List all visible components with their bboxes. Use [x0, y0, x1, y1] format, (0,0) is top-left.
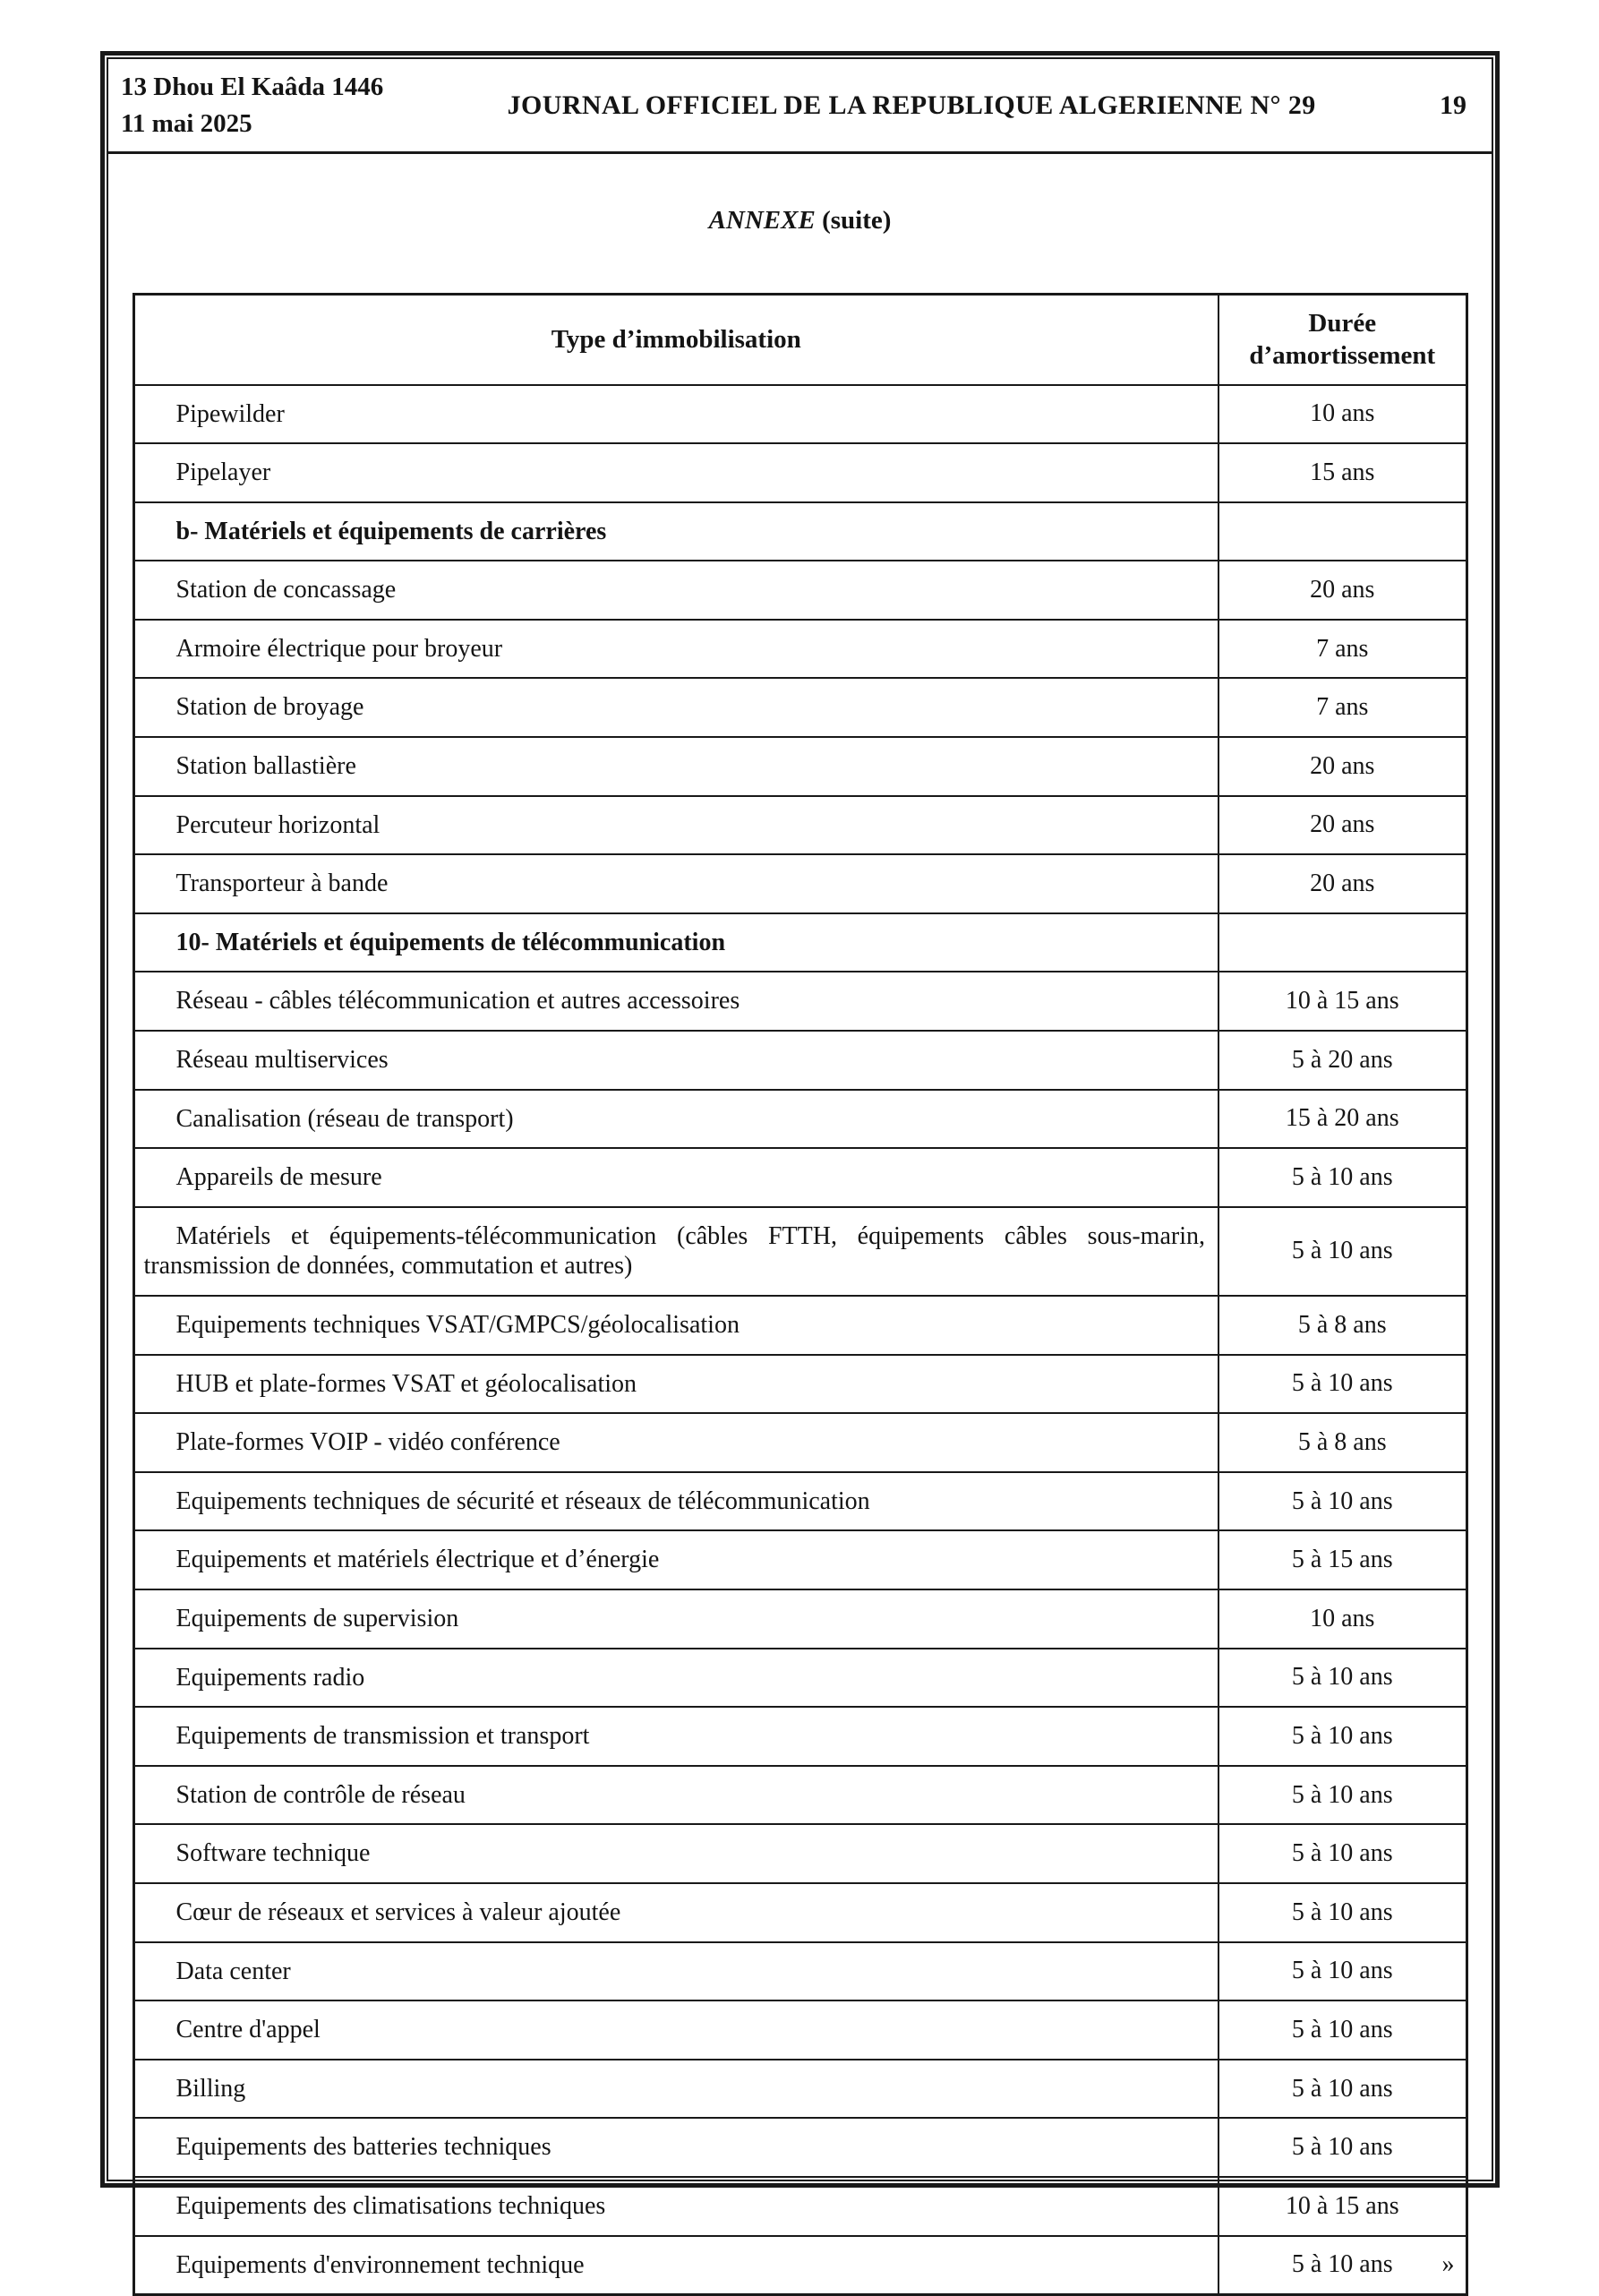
table-header-row [133, 295, 1466, 385]
row-label: HUB et plate-formes VSAT et géolocalisation [133, 1355, 1218, 1414]
duration-value: 5 à 10 ans [1291, 2250, 1393, 2279]
duration-value: 10 ans [1310, 1604, 1375, 1632]
column-header-duration: Durée d’amortissement [1218, 295, 1466, 385]
row-duration [1218, 1824, 1466, 1883]
row-label: Equipements radio [133, 1649, 1218, 1708]
table-row [133, 1207, 1466, 1296]
duration-value: 5 à 10 ans [1291, 2015, 1393, 2043]
row-duration [1218, 678, 1466, 737]
table-row [133, 620, 1466, 679]
duration-value: 5 à 10 ans [1291, 1721, 1393, 1750]
table-row [133, 1090, 1466, 1149]
row-label: Data center [133, 1942, 1218, 2001]
table-row [133, 1649, 1466, 1708]
duration-value: 5 à 10 ans [1291, 1663, 1393, 1692]
table-row [133, 2236, 1466, 2295]
duration-value: 5 à 8 ans [1297, 1310, 1387, 1339]
table-row [133, 1707, 1466, 1766]
annexe-suite-suffix: (suite) [815, 206, 892, 235]
row-label: Software technique [133, 1824, 1218, 1883]
row-duration [1218, 1942, 1466, 2001]
table-row [133, 737, 1466, 796]
table-row [133, 443, 1466, 502]
row-label: Armoire électrique pour broyeur [133, 620, 1218, 679]
row-duration [1218, 561, 1466, 620]
row-duration [1218, 2236, 1466, 2295]
journal-header [108, 59, 1492, 154]
row-duration [1218, 502, 1466, 561]
duration-value: 20 ans [1310, 576, 1375, 604]
row-duration [1218, 1766, 1466, 1825]
table-row [133, 1589, 1466, 1649]
row-label: Equipements et matériels électrique et d’énergie [133, 1530, 1218, 1589]
closing-guillemet: » [1441, 2250, 1455, 2279]
table-row [133, 502, 1466, 561]
row-duration [1218, 1031, 1466, 1090]
table-row [133, 678, 1466, 737]
table-row [133, 1413, 1466, 1472]
row-duration [1218, 796, 1466, 855]
row-label: Equipements de supervision [133, 1589, 1218, 1649]
page-frame [100, 51, 1500, 2279]
row-duration [1218, 620, 1466, 679]
row-duration [1218, 972, 1466, 1031]
row-label: Matériels et équipements-télécommunication (câbles FTTH, équipements câbles sous-marin, transmission de données, commutation et autres) [133, 1207, 1218, 1296]
row-duration [1218, 1649, 1466, 1708]
table-row [133, 2118, 1466, 2177]
row-label: Réseau - câbles télécommunication et autres accessoires [133, 972, 1218, 1031]
row-label: Transporteur à bande [133, 854, 1218, 913]
table-row [133, 1148, 1466, 1207]
annexe-title [108, 206, 1492, 236]
row-label: Pipelayer [133, 443, 1218, 502]
duration-value: 5 à 10 ans [1291, 1839, 1393, 1868]
row-label: Equipements d'environnement technique [133, 2236, 1218, 2295]
table-row [133, 1355, 1466, 1414]
row-label: Equipements de transmission et transport [133, 1707, 1218, 1766]
table-row [133, 1530, 1466, 1589]
table-row [133, 913, 1466, 972]
row-label: b- Matériels et équipements de carrières [133, 502, 1218, 561]
header-dates [121, 69, 383, 141]
row-label: Réseau multiservices [133, 1031, 1218, 1090]
duration-value: 5 à 8 ans [1297, 1427, 1387, 1456]
duration-value: 20 ans [1310, 870, 1375, 898]
duration-value: 5 à 10 ans [1291, 1369, 1393, 1398]
page-number: 19 [1440, 90, 1466, 120]
column-header-type: Type d’immobilisation [133, 295, 1218, 385]
table-row [133, 1942, 1466, 2001]
duration-value: 10 ans [1310, 399, 1375, 428]
table-row [133, 385, 1466, 444]
duration-value: 5 à 10 ans [1291, 1237, 1393, 1265]
duration-value: 15 à 20 ans [1285, 1104, 1399, 1133]
duration-value: 5 à 10 ans [1291, 1898, 1393, 1926]
duration-value: 5 à 10 ans [1291, 2133, 1393, 2162]
duration-value: 10 à 15 ans [1285, 2191, 1399, 2220]
duration-value: 20 ans [1310, 751, 1375, 780]
row-label: Equipements techniques de sécurité et réseaux de télécommunication [133, 1472, 1218, 1531]
row-duration [1218, 913, 1466, 972]
row-duration [1218, 1883, 1466, 1942]
row-duration [1218, 1530, 1466, 1589]
table-row [133, 854, 1466, 913]
duration-value: 10 à 15 ans [1285, 987, 1399, 1015]
row-label: Pipewilder [133, 385, 1218, 444]
row-label: Station de broyage [133, 678, 1218, 737]
row-label: Station de concassage [133, 561, 1218, 620]
table-row [133, 796, 1466, 855]
table-row [133, 1766, 1466, 1825]
hijri-date: 13 Dhou El Kaâda 1446 [121, 72, 384, 101]
row-duration [1218, 2118, 1466, 2177]
row-label: 10- Matériels et équipements de télécommunication [133, 913, 1218, 972]
row-label: Equipements des climatisations techniques [133, 2177, 1218, 2236]
row-duration [1218, 2060, 1466, 2119]
duration-value: 7 ans [1316, 634, 1369, 663]
row-label: Percuteur horizontal [133, 796, 1218, 855]
row-duration [1218, 1148, 1466, 1207]
row-duration [1218, 1355, 1466, 1414]
row-label: Cœur de réseaux et services à valeur ajoutée [133, 1883, 1218, 1942]
row-duration [1218, 2000, 1466, 2060]
row-duration [1218, 2177, 1466, 2236]
annexe-label: ANNEXE [708, 206, 816, 235]
row-label: Billing [133, 2060, 1218, 2119]
table-row [133, 2060, 1466, 2119]
table-row [133, 2177, 1466, 2236]
row-label: Canalisation (réseau de transport) [133, 1090, 1218, 1149]
table-row [133, 2000, 1466, 2060]
duration-value: 7 ans [1316, 693, 1369, 722]
row-duration [1218, 1472, 1466, 1531]
table-row [133, 1296, 1466, 1355]
row-label: Centre d'appel [133, 2000, 1218, 2060]
table-row [133, 1472, 1466, 1531]
row-label: Equipements des batteries techniques [133, 2118, 1218, 2177]
duration-value: 5 à 10 ans [1291, 1957, 1393, 1985]
table-row [133, 1031, 1466, 1090]
duration-value: 20 ans [1310, 810, 1375, 839]
duration-value: 5 à 10 ans [1291, 1163, 1393, 1192]
duration-value: 5 à 10 ans [1291, 1486, 1393, 1515]
amortization-table [133, 293, 1468, 2296]
table-body [133, 385, 1466, 2295]
row-label: Station de contrôle de réseau [133, 1766, 1218, 1825]
row-duration [1218, 1296, 1466, 1355]
row-label: Appareils de mesure [133, 1148, 1218, 1207]
row-label: Station ballastière [133, 737, 1218, 796]
row-duration [1218, 1589, 1466, 1649]
row-duration [1218, 1090, 1466, 1149]
row-duration [1218, 1707, 1466, 1766]
duration-value: 5 à 10 ans [1291, 2074, 1393, 2103]
row-duration [1218, 385, 1466, 444]
gregorian-date: 11 mai 2025 [121, 108, 252, 138]
page-frame-inner [107, 57, 1493, 2279]
table-row [133, 1883, 1466, 1942]
row-duration [1218, 1413, 1466, 1472]
table-row [133, 1824, 1466, 1883]
row-duration [1218, 443, 1466, 502]
duration-value: 5 à 15 ans [1291, 1546, 1393, 1574]
row-duration [1218, 1207, 1466, 1296]
table-row [133, 561, 1466, 620]
duration-value: 5 à 20 ans [1291, 1045, 1393, 1074]
row-duration [1218, 854, 1466, 913]
journal-title: JOURNAL OFFICIEL DE LA REPUBLIQUE ALGERIENNE N° 29 [507, 90, 1316, 120]
table-row [133, 972, 1466, 1031]
row-label: Plate-formes VOIP - vidéo conférence [133, 1413, 1218, 1472]
duration-value: 5 à 10 ans [1291, 1780, 1393, 1809]
row-duration [1218, 737, 1466, 796]
duration-value: 15 ans [1310, 458, 1375, 486]
row-label: Equipements techniques VSAT/GMPCS/géolocalisation [133, 1296, 1218, 1355]
